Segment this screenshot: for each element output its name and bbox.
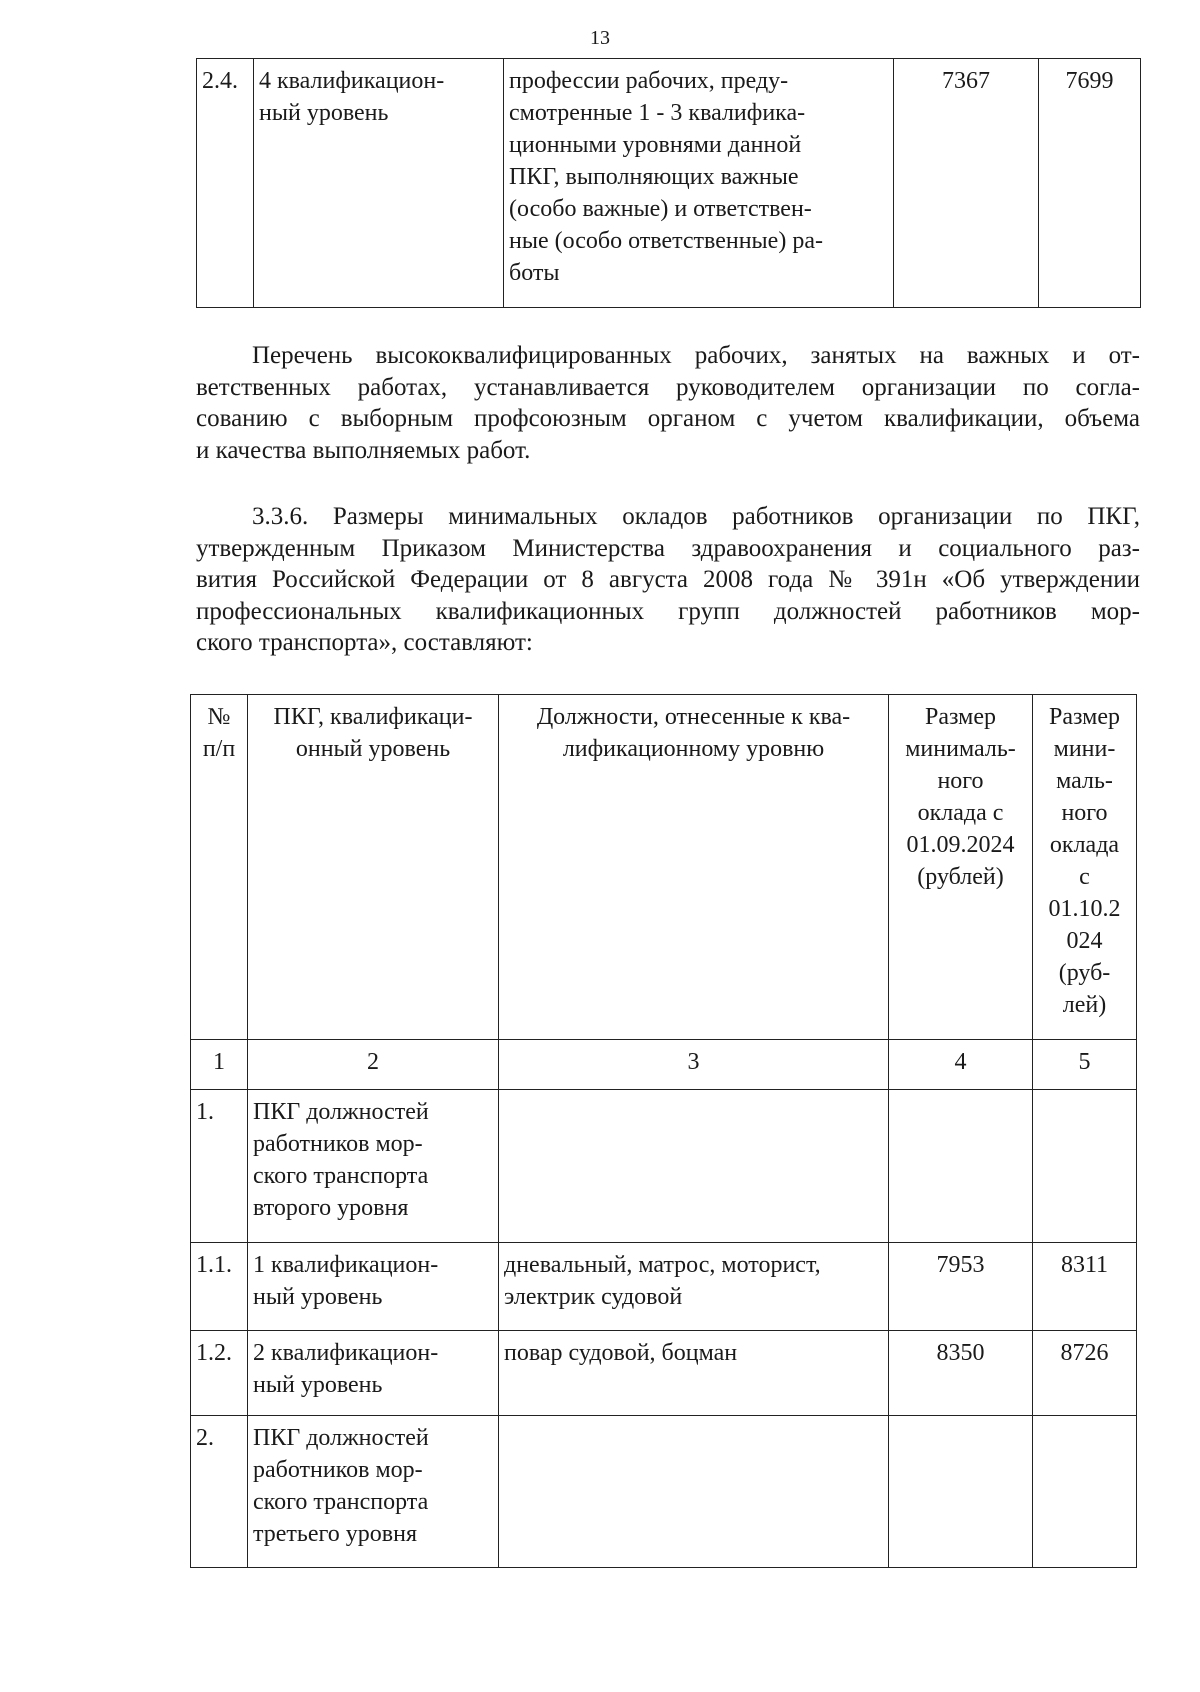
salary-cell [889,1416,1033,1568]
column-number: 3 [499,1040,889,1090]
positions-cell: повар судовой, боцман [499,1331,889,1416]
header-salary-oct: Размер мини- маль- ного оклада с 01.10.2 024 (руб- лей) [1033,695,1137,1040]
row-number: 1.1. [191,1243,248,1331]
header-row [191,695,1137,1040]
salary-sep-2024: 8350 [889,1331,1033,1416]
salary-oct-2024: 7699 [1039,59,1141,308]
table-row [191,1243,1137,1331]
pkg-group: ПКГ должностей работников мор- ского транспорта третьего уровня [248,1416,499,1568]
salary-sep-2024: 7953 [889,1243,1033,1331]
qualification-level: 2 квалификацион- ный уровень [248,1331,499,1416]
positions-cell [499,1090,889,1243]
positions-cell: дневальный, матрос, моторист, электрик судовой [499,1243,889,1331]
positions-description: профессии рабочих, преду- смотренные 1 - 3 квалифика- ционными уровнями данной ПКГ, выполняющих важные (особо важные) и ответствен- ные (особо ответственные) ра- боты [504,59,894,308]
header-num: № п/п [191,695,248,1040]
table-row [191,1331,1137,1416]
column-number: 1 [191,1040,248,1090]
row-number: 2. [191,1416,248,1568]
positions-cell [499,1416,889,1568]
qualification-level: 1 квалификацион- ный уровень [248,1243,499,1331]
salary-oct-2024: 8311 [1033,1243,1137,1331]
column-number: 4 [889,1040,1033,1090]
page-number: 13 [590,27,610,49]
column-number: 2 [248,1040,499,1090]
table-row [191,1090,1137,1243]
header-salary-sep: Размер минималь- ного оклада с 01.09.2024 (рублей) [889,695,1033,1040]
row-number: 1. [191,1090,248,1243]
salary-table [190,694,1137,1568]
column-number-row [191,1040,1137,1090]
salary-sep-2024: 7367 [894,59,1039,308]
qualification-level: 4 квалификацион- ный уровень [254,59,504,308]
pkg-group: ПКГ должностей работников мор- ского транспорта второго уровня [248,1090,499,1243]
column-number: 5 [1033,1040,1137,1090]
salary-cell [889,1090,1033,1243]
salary-cell [1033,1416,1137,1568]
top-table [196,58,1141,308]
paragraph-3-3-6: 3.3.6. Размеры минимальных окладов работников организации по ПКГ, утвержденным Приказом Министерства здравоохранения и социального раз- вития Российской Федерации от 8 августа 2008 года № 391н «Об утверждении профессиональных квалификационных групп должностей работников мор- ского транспорта», составляют: [196,503,1140,656]
salary-cell [1033,1090,1137,1243]
row-number: 2.4. [197,59,254,308]
header-positions: Должности, отнесенные к ква- лификационному уровню [499,695,889,1040]
salary-oct-2024: 8726 [1033,1331,1137,1416]
table-row [197,59,1141,308]
row-number: 1.2. [191,1331,248,1416]
header-pkg: ПКГ, квалификаци- онный уровень [248,695,499,1040]
paragraph-highly-qualified: Перечень высококвалифицированных рабочих, занятых на важных и от- ветственных работах, устанавливается руководителем организации по согла- сованию с выборным профсоюзным органом с учетом квалификации, объема и качества выполняемых работ. [196,342,1140,464]
table-row [191,1416,1137,1568]
